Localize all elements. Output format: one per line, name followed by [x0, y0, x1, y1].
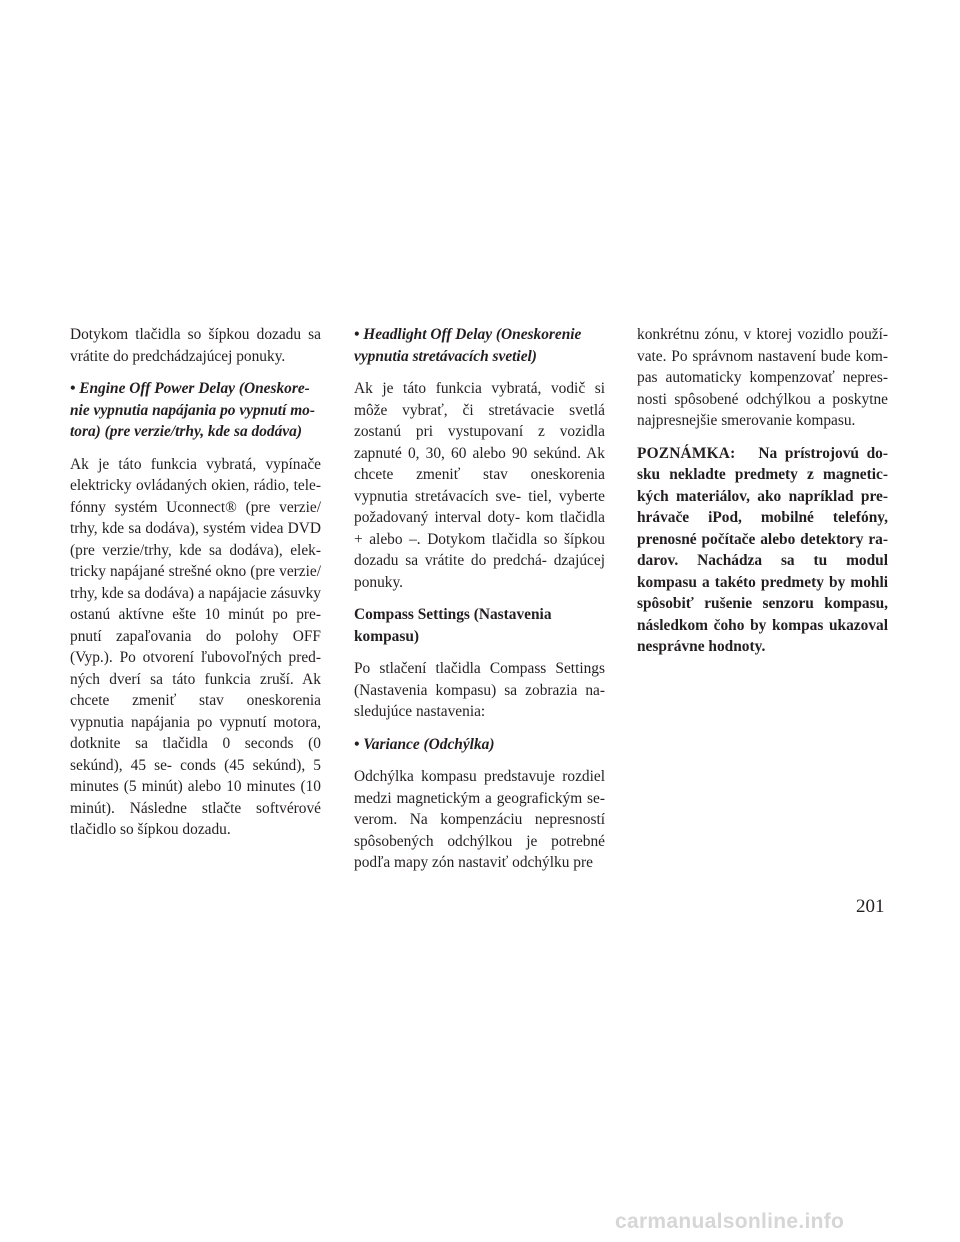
note-block — [637, 443, 888, 658]
note-text: Na prístrojovú do- sku nekladte predmety z magnetic- kých materiálov, ako napríklad pre- hrávače iPod, mobilné telefóny, prenosné počítače alebo detektory ra- darov. Nachádza sa tu modul kompasu a takéto predmety by mohli spôsobiť rušenie senzoru kompasu, následkom čoho by kompas ukazoval nesprávne hodnoty. — [637, 444, 888, 655]
text-column-2 — [354, 324, 605, 885]
paragraph: Ak je táto funkcia vybratá, vodič si môže vybrať, či stretávacie svetlá zostanú pri vystupovaní z vozidla zapnuté 0, 30, 60 alebo 90 sekúnd. Ak chcete zmeniť stav oneskorenia vypnutia stretávacích sve- tiel, vyberte požadovaný interval doty- kom tlačidla + alebo –. Dotykom tlačidla so šípkou dozadu sa vrátite do predchá- dzajúcej ponuky. — [354, 380, 605, 591]
paragraph: Odchýlka kompasu predstavuje rozdiel medzi magnetickým a geografickým se- verom. Na kompenzáciu nepresností spôsobených odchýlkou je potrebné podľa mapy zón nastaviť odchýlku pre — [354, 768, 605, 871]
watermark-text: carmanualsonline.info — [615, 1210, 845, 1233]
paragraph: konkrétnu zónu, v ktorej vozidlo použí- vate. Po správnom nastavení bude kom- pas automaticky kompenzovať nepres- nosti spôsobené odchýlkou a poskytne najpresnejšie smerovanie kompasu. — [637, 326, 888, 429]
note-label: POZNÁMKA: — [637, 444, 736, 462]
bullet-heading-engine-off-power-delay: • Engine Off Power Delay (Oneskore- nie vypnutia napájania po vypnutí mo- tora) (pre verzie/trhy, kde sa dodáva) — [70, 380, 315, 440]
bullet-heading-headlight-off-delay: • Headlight Off Delay (Oneskorenie vypnutia stretávacích svetiel) — [354, 326, 582, 365]
page-number: 201 — [856, 896, 885, 917]
bullet-heading-variance: • Variance (Odchýlka) — [354, 735, 495, 753]
section-heading-compass-settings: Compass Settings (Nastavenia kompasu) — [354, 606, 552, 645]
paragraph: Po stlačení tlačidla Compass Settings (Nastavenia kompasu) sa zobrazia na- sledujúce nastavenia: — [354, 660, 605, 720]
paragraph: Dotykom tlačidla so šípkou dozadu sa vrátite do predchádzajúcej ponuky. — [70, 326, 321, 365]
text-column-3 — [637, 324, 888, 669]
paragraph: Ak je táto funkcia vybratá, vypínače elektricky ovládaných okien, rádio, tele- fónny systém Uconnect® (pre verzie/ trhy, kde sa dodáva), systém videa DVD (pre verzie/trhy, kde sa dodáva), elek- tricky napájané strešné okno (pre verzie/ trhy, kde sa dodáva) a napájacie zásuvky ostanú aktívne ešte 10 minút po pre- pnutí zapaľovania do polohy OFF (Vyp.). Po otvorení ľubovoľných pred- ných dverí sa táto funkcia zruší. Ak chcete zmeniť stav oneskorenia vypnutia napájania po vypnutí motora, dotknite sa tlačidla 0 seconds (0 sekúnd), 45 se- conds (45 sekúnd), 5 minutes (5 minút) alebo 10 minutes (10 minút). Následne stlačte softvérové tlačidlo so šípkou dozadu. — [70, 455, 321, 838]
text-column-1 — [70, 324, 321, 852]
